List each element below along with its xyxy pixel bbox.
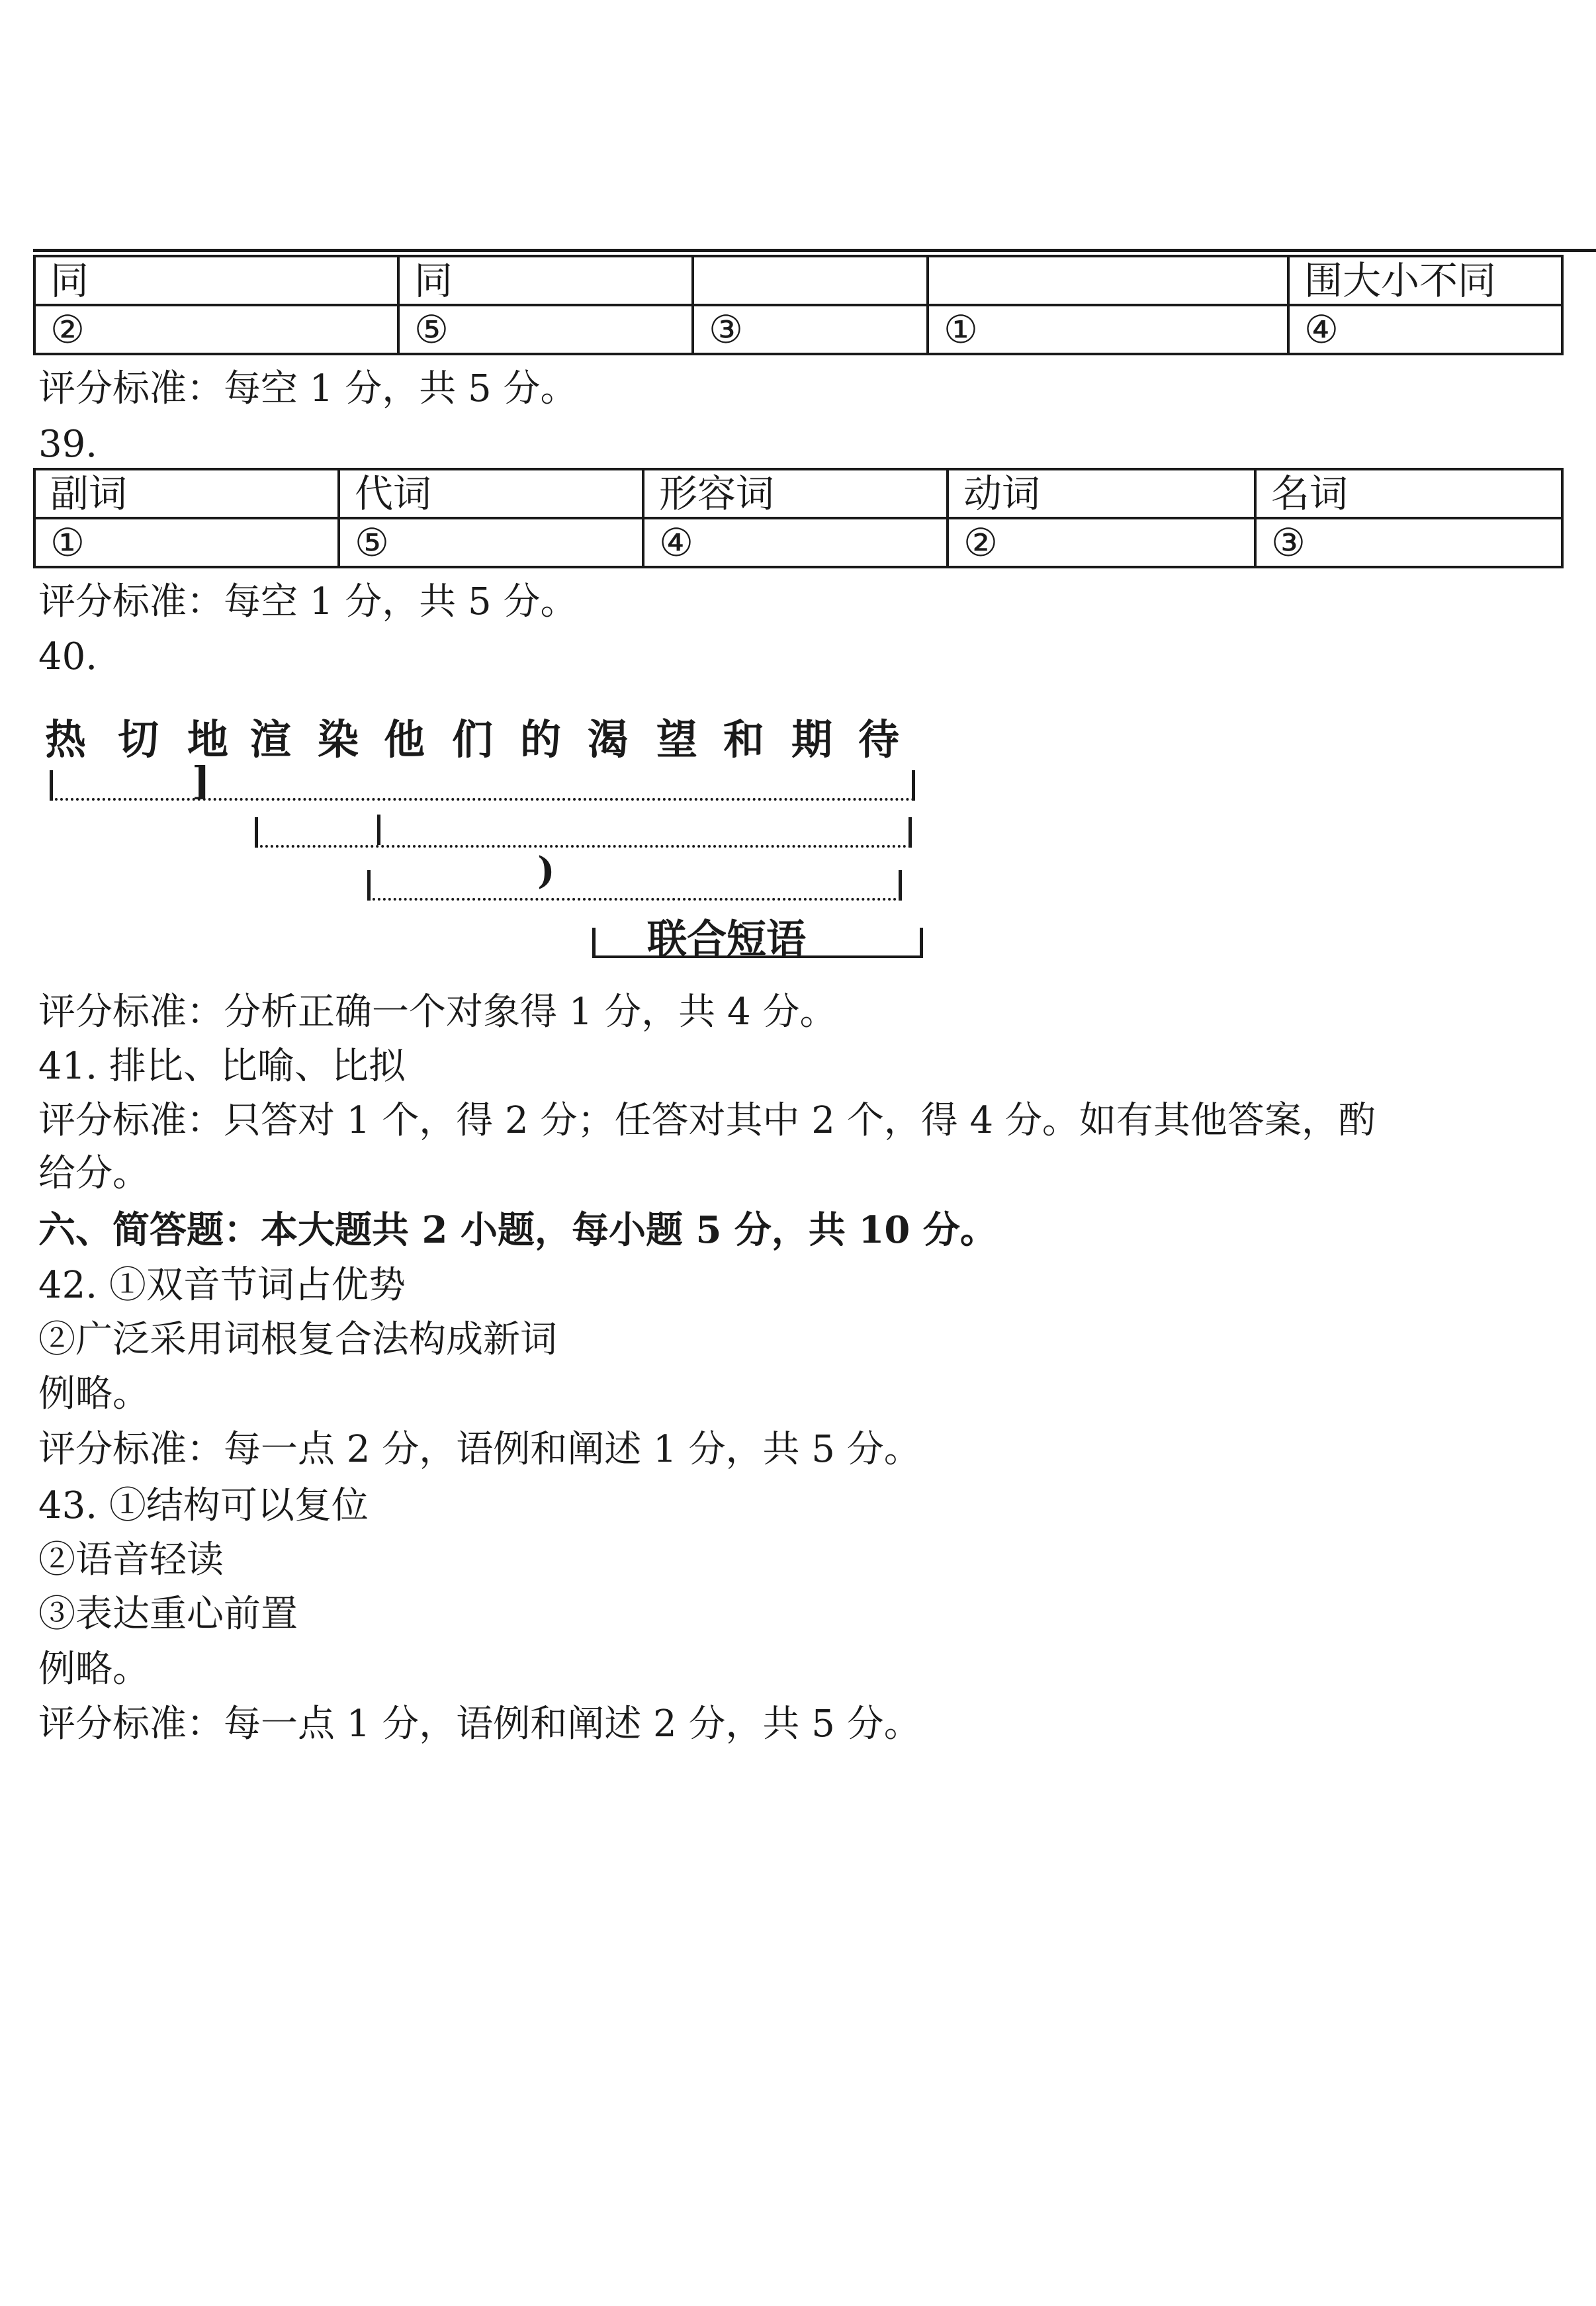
- table-cell: [928, 256, 1288, 305]
- table-cell: 动词: [948, 469, 1255, 518]
- table-cell: ⑤: [339, 518, 643, 567]
- q42-example: 例略。: [38, 1372, 150, 1415]
- table-row-header: [34, 256, 1562, 305]
- bracket-level-1: [50, 768, 915, 801]
- table-row-answers: [34, 305, 1562, 354]
- table-row-header: [34, 469, 1562, 518]
- table-cell: ①: [34, 518, 339, 567]
- table-cell: 围大小不同: [1288, 256, 1562, 305]
- q41-answer: 41. 排比、比喻、比拟: [38, 1045, 406, 1088]
- table-cell: ④: [1288, 305, 1562, 354]
- bracket-close-mark: ]: [192, 758, 210, 803]
- q42-line-2: ②广泛采用词根复合法构成新词: [38, 1318, 557, 1361]
- q43-example: 例略。: [38, 1648, 150, 1691]
- q42-line-1: 42. ①双音节词占优势: [38, 1264, 406, 1307]
- phrase-char: 切: [118, 715, 159, 764]
- q39-number: 39.: [38, 423, 98, 466]
- score-38: 评分标准：每空 1 分，共 5 分。: [38, 367, 578, 410]
- section-6-title: 六、简答题：本大题共 2 小题，每小题 5 分，共 10 分。: [38, 1208, 997, 1252]
- answer-table-38: [33, 255, 1564, 355]
- phrase-char: 染: [318, 715, 359, 764]
- phrase-char: 地: [187, 715, 229, 764]
- phrase-char: 的: [520, 715, 562, 764]
- q40-number: 40.: [38, 635, 98, 678]
- score-43: 评分标准：每一点 1 分，语例和阐述 2 分，共 5 分。: [38, 1703, 921, 1746]
- phrase-char: 望: [656, 715, 698, 764]
- score-40: 评分标准：分析正确一个对象得 1 分，共 4 分。: [38, 991, 837, 1034]
- phrase-char: 渲: [250, 715, 292, 764]
- table-cell: ⑤: [398, 305, 693, 354]
- phrase-char: 他: [384, 715, 425, 764]
- phrase-char: 待: [858, 715, 900, 764]
- table-cell: [693, 256, 928, 305]
- table-cell: 名词: [1255, 469, 1562, 518]
- paren-close-mark: ): [537, 849, 555, 893]
- table-cell: ②: [948, 518, 1255, 567]
- bracket-divider: [377, 815, 380, 845]
- score-41: 评分标准：只答对 1 个，得 2 分；任答对其中 2 个，得 4 分。如有其他答案，酌: [38, 1099, 1376, 1142]
- table-cell: 副词: [34, 469, 339, 518]
- table-row-answers: [34, 518, 1562, 567]
- bracket-level-3: [367, 867, 902, 901]
- score-41-cont: 给分。: [38, 1152, 150, 1195]
- table-cell: ③: [1255, 518, 1562, 567]
- coordinative-phrase-label: 联合短语: [647, 916, 806, 963]
- table-cell: ③: [693, 305, 928, 354]
- phrase-char: 渴: [588, 715, 629, 764]
- score-42: 评分标准：每一点 2 分，语例和阐述 1 分，共 5 分。: [38, 1428, 921, 1471]
- table-cell: ①: [928, 305, 1288, 354]
- table-cell: 同: [34, 256, 398, 305]
- phrase-char: 期: [791, 715, 833, 764]
- bracket-level-2: [255, 815, 912, 848]
- table-cell: ④: [643, 518, 948, 567]
- q43-line-3: ③表达重心前置: [38, 1593, 298, 1636]
- table-cell: ②: [34, 305, 398, 354]
- phrase-char: 热: [45, 715, 87, 764]
- phrase-char: 和: [723, 715, 765, 764]
- table-cell: 同: [398, 256, 693, 305]
- score-39: 评分标准：每空 1 分，共 5 分。: [38, 580, 578, 623]
- table-cell: 代词: [339, 469, 643, 518]
- q43-line-2: ②语音轻读: [38, 1538, 224, 1581]
- top-rule: [33, 249, 1596, 252]
- table-cell: 形容词: [643, 469, 948, 518]
- phrase-char: 们: [452, 715, 494, 764]
- answer-table-39: [33, 468, 1564, 568]
- q43-line-1: 43. ①结构可以复位: [38, 1484, 369, 1527]
